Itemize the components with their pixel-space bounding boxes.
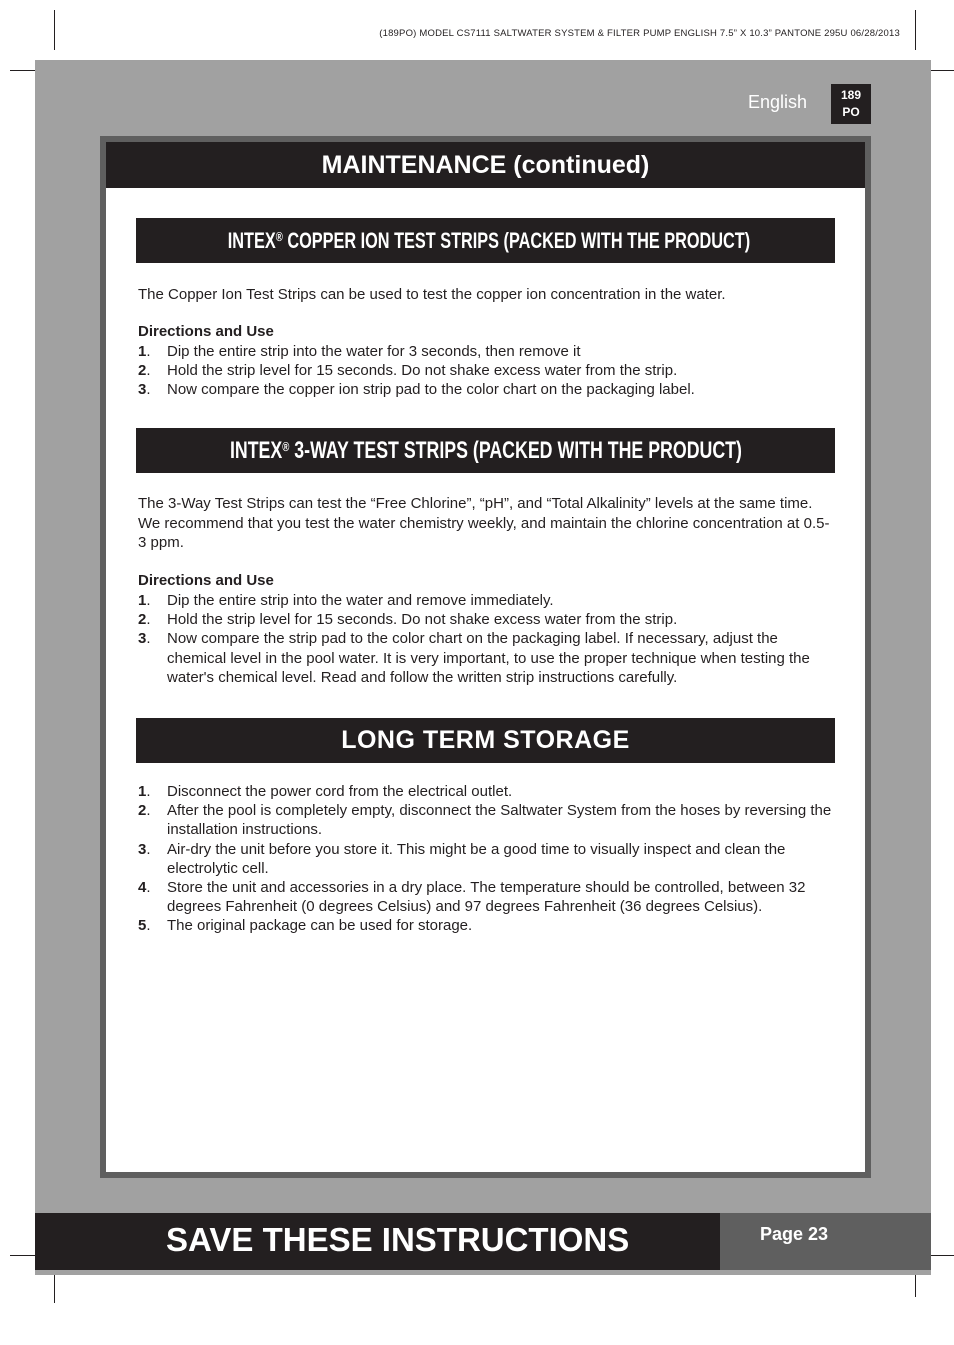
list-item: 2. Hold the strip level for 15 seconds. Do not shake excess water from the strip. <box>138 362 678 380</box>
language-code-line2: PO <box>842 105 860 119</box>
language-code-line1: 189 <box>840 88 862 102</box>
list-item: 3. Now compare the copper ion strip pad to the color chart on the packaging label. <box>138 381 695 399</box>
print-info: (189PO) MODEL CS7111 SALTWATER SYSTEM & FILTER PUMP ENGLISH 7.5” X 10.3” PANTONE 295U 06/28/2013 <box>379 28 900 39</box>
3-way-steps <box>138 591 832 687</box>
section-title: COPPER ION TEST STRIPS (PACKED WITH THE PRODUCT) <box>282 228 751 253</box>
brand-name: INTEX <box>227 228 276 253</box>
crop-mark <box>54 1271 55 1303</box>
section-intro: The Copper Ion Test Strips can be used to test the copper ion concentration in the water. <box>138 286 726 303</box>
registered-mark: ® <box>275 229 283 244</box>
section-header-copper-ion <box>136 218 835 263</box>
crop-mark <box>930 70 954 71</box>
list-item: 1. Dip the entire strip into the water and remove immediately. <box>138 592 554 609</box>
page-number: Page 23 <box>760 1224 829 1244</box>
crop-mark <box>10 1255 36 1256</box>
crop-mark <box>930 1255 954 1256</box>
page-title: MAINTENANCE (continued) <box>106 142 865 188</box>
list-item: 3. Air-dry the unit before you store it. This might be a good time to visually inspect and clean the electrolytic cell. <box>138 840 786 877</box>
crop-mark <box>54 10 55 50</box>
list-item: 4. Store the unit and accessories in a dry place. The temperature should be controlled, between 32 degrees Fahrenheit (0 degrees Celsius) and 97 degrees Fahrenheit (36 degrees Celsius). <box>138 879 806 916</box>
section-header-3-way <box>136 428 835 473</box>
section-intro: The 3-Way Test Strips can test the “Free Chlorine”, “pH”, and “Total Alkalinity” levels at the same time. We recommend that you test the water chemistry weekly, and maintain the chlorine concentration at 0.5-3 ppm. <box>138 495 830 551</box>
storage-steps <box>138 782 832 936</box>
crop-mark <box>915 10 916 50</box>
list-item: 2. Hold the strip level for 15 seconds. Do not shake excess water from the strip. <box>138 611 678 629</box>
list-item: 2. After the pool is completely empty, disconnect the Saltwater System from the hoses by reversing the installation instructions. <box>138 802 832 839</box>
list-item: 1. Disconnect the power cord from the electrical outlet. <box>138 783 513 800</box>
directions-heading: Directions and Use <box>138 323 274 340</box>
footer-title: SAVE THESE INSTRUCTIONS <box>166 1221 630 1258</box>
list-item: 3. Now compare the strip pad to the color chart on the packaging label. If necessary, adjust the chemical level in the pool water. It is very important, to use the proper technique when testing the water's chemical level. Read and follow the written strip instructions carefully. <box>138 630 810 686</box>
brand-name: INTEX <box>229 437 282 464</box>
list-item: 5. The original package can be used for storage. <box>138 917 473 935</box>
list-item: 1. Dip the entire strip into the water for 3 seconds, then remove it <box>138 343 581 360</box>
section-title: 3-WAY TEST STRIPS (PACKED WITH THE PRODUCT) <box>288 437 742 464</box>
copper-ion-steps <box>138 342 832 400</box>
directions-heading: Directions and Use <box>138 572 274 589</box>
language-label: English <box>748 92 808 112</box>
section-header-long-term-storage: LONG TERM STORAGE <box>136 718 835 763</box>
language-code-badge <box>831 84 871 124</box>
crop-mark <box>10 70 36 71</box>
registered-mark: ® <box>281 439 289 454</box>
